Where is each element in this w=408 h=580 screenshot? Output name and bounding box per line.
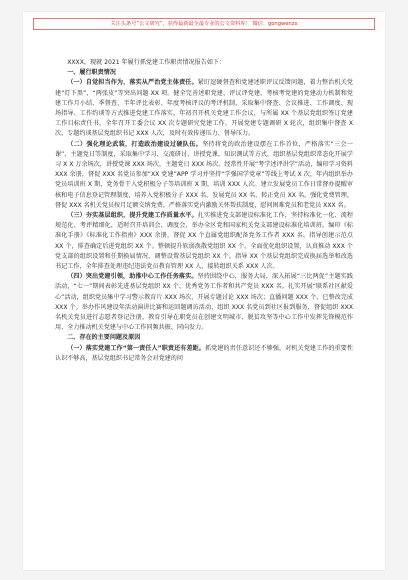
subheading-1-2: （二）强化理论武装，打造政治建设过硬队伍。 — [67, 140, 203, 148]
section-heading-2: 二、存在的主要问题及原因 — [67, 334, 141, 342]
body-1-4: 坚持围绕中心，服务大局，深入拓展“三比两促”主题实践活动，“七一”期间表彰先进基层党组织 XX 个、优秀党务工作者和共产党员 XXX 名。扎实开展“联系社区献爱心”活动，组织党员集中学习警示教育片 XXX 场次，开展专题讨论 XXX 场次；直播问题 XXX 个，已整改完成 XXX 个。举办作风建设年活动演讲比赛和运回题调访活动，组织 XXX 名党员到社区报到服务，督促组织 XXX 名机关党员进行志愿者登记注册，教育引导在职党员在创建文明城市、脱贫攻坚等中心工作中发挥先锋模范作用，全力推动机关党建与中心工作同频共振、同向发力。 — [55, 273, 353, 332]
body-1-2: 坚持将党的政治建设摆在工作首位，严格落实“三会一课”、主题党日等制度，采取集中学习、交流研讨、讲授党课、知识测试等方式，组织基层党组织常态化开展学习 X X 万余场次，讲授党课 XXX 场次，主题党日 XXX 场次。经常性开展“考学述评讲学”活动，编印学习资料 XXX 余册，督促 XXX 名党员参加“XX 党建”APP 学习并坚持“学强国学党章”等线上考试 X 次，年内组织举办党员培训班 X 期，党务骨干入党积极分子等培训班 X 期，培训 XXX 人次。建立发展党员工作日常督办提醒审核和电子信息登记管理制度，培养入党积极分子 XXX 名，发展党员 XX 名，转正党员 XX 名。强化党费管理，督促 XXX 名机关党员按月足额交纳党费。严格落实党内激励关怀帮扶制度，慰问困难党员和老党员 XXX 名。 — [55, 140, 353, 209]
section-heading-1: 一、履行职责情况 — [67, 69, 116, 77]
subheading-1-4: （四）突出党建引领，助推中心工作任务落实。 — [67, 273, 198, 281]
subheading-1-1: （一）自觉担当作为，落实从严治党主体责任。 — [67, 79, 198, 87]
paragraph-1-1 — [55, 78, 353, 139]
body-1-1: 紧盯逗硬督查和党建述职评议反馈问题，着力整治机关党建“灯下黑”、“两张皮”等突出问题 XX 项。健全完善述职党建、评议评党建、考核考党建的党建动力机制和党建工作月小结、季督查、半年评比表彰、年度考核评议的考评机制，采取集中督查、会议推进、工作调度、现场指导、工作约谈等方式推进党建工作落实。年初召开机关党建工作会议，与所属 XX 个基层党组织签订党建工作目标责任书，全年召开工委会议 XX 次专题研究党建工作，开展党建专题调研 X 轮次，组织集中督查 X 次，专题约谈基层党组织书记 XXX 人次，及时有效传递压力、督导压力。 — [55, 79, 354, 138]
intro-paragraph: XXXX，现就 2021 年履行抓党建工作职责情况报告如下： — [67, 59, 226, 66]
subheading-2-1: （一）落实党建工作“第一责任人”职责还有差距。 — [67, 344, 205, 352]
document-page — [23, 12, 385, 570]
paragraph-1-2 — [55, 140, 353, 211]
paragraph-2-1 — [55, 344, 353, 364]
paragraph-1-3 — [55, 211, 353, 272]
body-2-1: 抓党建的责任意识还不够强，对机关党建工作的重要性认识不够高，基层党组织书记常务会对党建的问 — [55, 344, 354, 362]
document-body — [55, 58, 353, 364]
paragraph-1-4 — [55, 272, 353, 333]
subheading-1-3: （三）夯实基层组织，提升党建工作质量水平。 — [67, 212, 198, 220]
body-1-3: 扎实推进党支部建设标准化工作，坚持标准化一化、流程规范化、考评精细化，适时召开培训会、调度会、举办全区党和国家机关党支部建设标准化培训班。编印《标准化手册》《标准化工作指南》XXX 余册，督促 XX 个直属党组织配备党务工作者 XXX 名，指导创建示范点 XX 个，排查确定后进党组织 XX 个。整顿提升软弱涣散党组织 XX 个。全面优化组织设置，认真推动 XXX 个党支部的组织设置和任期换届情况，调整设置基层党组织 XX 个。指导 XX 个基层党组织完成换届选举和改选书记工作，全年排查处理违纪违法党员教育管理 XX 人，接转组织关系 XXX 人次。 — [55, 212, 354, 271]
header-banner: 关注头条号“公文研究”，获得最新最全最专业的公文资料库！ 微信：gongwenzx — [33, 18, 375, 30]
